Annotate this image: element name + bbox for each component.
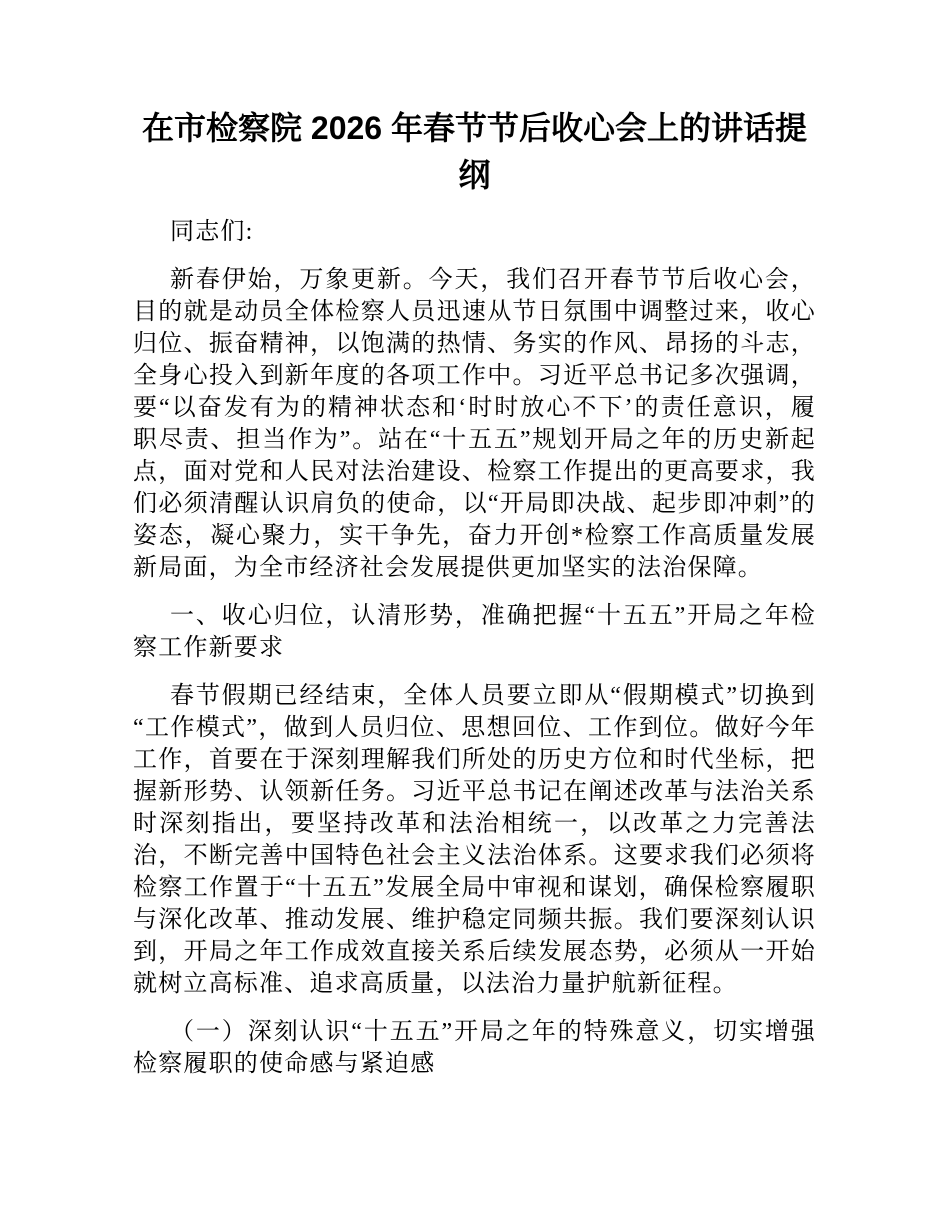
subsection-heading-1-1: （一）深刻认识“十五五”开局之年的特殊意义，切实增强检察履职的使命感与紧迫感 [133, 1019, 816, 1077]
section-heading-1: 一、收心归位，认清形势，准确把握“十五五”开局之年检察工作新要求 [133, 603, 816, 661]
section-1-paragraph: 春节假期已经结束，全体人员要立即从“假期模式”切换到“工作模式”，做到人员归位、思想回位、工作到位。做好今年工作，首要在于深刻理解我们所处的历史方位和时代坐标，把握新形势、认领新任务。习近平总书记在阐述改革与法治关系时深刻指出，要坚持改革和法治相统一，以改革之力完善法治，不断完善中国特色社会主义法治体系。这要求我们必须将检察工作置于“十五五”发展全局中审视和谋划，确保检察履职与深化改革、推动发展、维护稳定同频共振。我们要深刻认识到，开局之年工作成效直接关系后续发展态势，必须从一开始就树立高标准、追求高质量，以法治力量护航新征程。 [133, 683, 816, 997]
opening-paragraph: 新春伊始，万象更新。今天，我们召开春节节后收心会，目的就是动员全体检察人员迅速从节日氛围中调整过来，收心归位、振奋精神，以饱满的热情、务实的作风、昂扬的斗志，全身心投入到新年度的各项工作中。习近平总书记多次强调，要“以奋发有为的精神状态和‘时时放心不下’的责任意识，履职尽责、担当作为”。站在“十五五”规划开局之年的历史新起点，面对党和人民对法治建设、检察工作提出的更高要求，我们必须清醒认识肩负的使命，以“开局即决战、起步即冲刺”的姿态，凝心聚力，实干争先，奋力开创*检察工作高质量发展新局面，为全市经济社会发展提供更加坚实的法治保障。 [133, 267, 816, 581]
salutation: 同志们: [170, 219, 254, 245]
document-title: 在市检察院 2026 年春节节后收心会上的讲话提纲 [142, 110, 807, 193]
